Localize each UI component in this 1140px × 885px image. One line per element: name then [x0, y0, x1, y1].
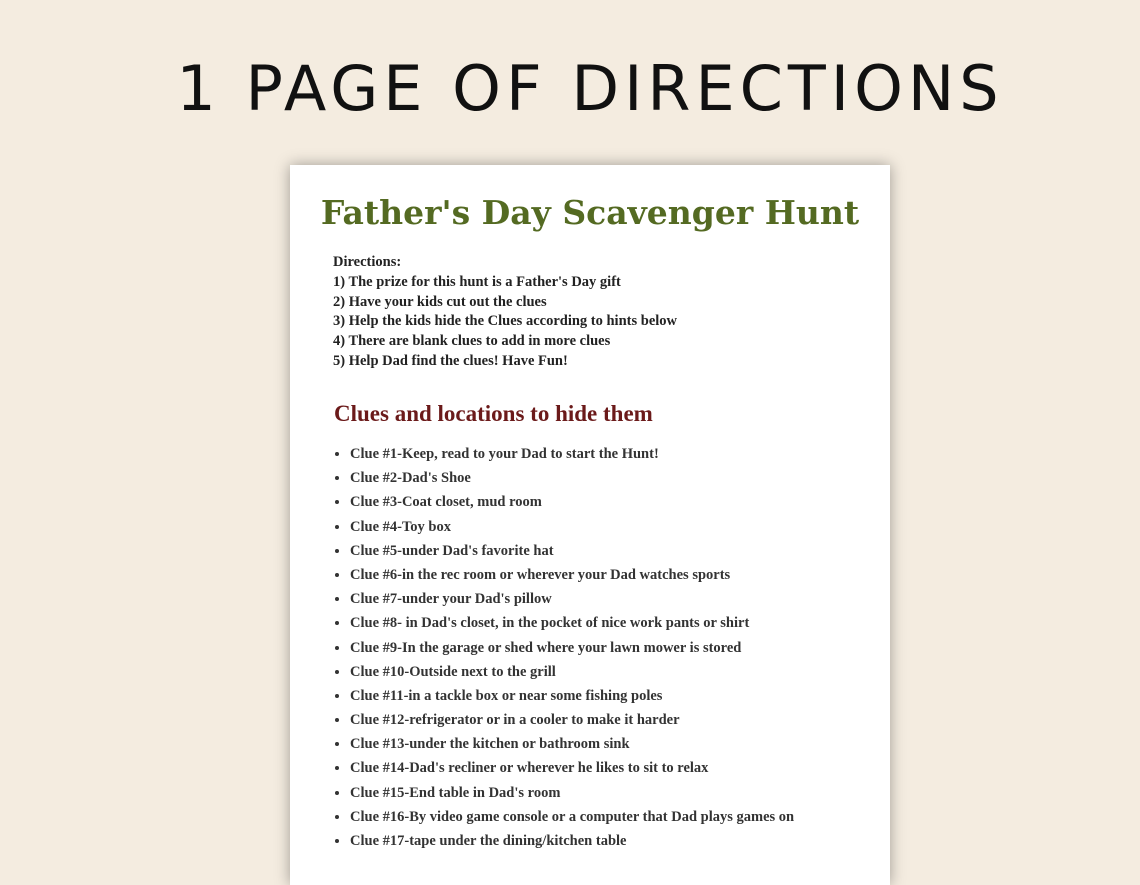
clue-item: • Clue #13-under the kitchen or bathroom sink [350, 732, 794, 756]
document-page [290, 165, 890, 885]
document-title: Father's Day Scavenger Hunt [320, 193, 860, 232]
clue-item: • Clue #1-Keep, read to your Dad to start the Hunt! [350, 442, 794, 466]
clue-item: • Clue #5-under Dad's favorite hat [350, 539, 794, 563]
clue-item: • Clue #3-Coat closet, mud room [350, 490, 794, 514]
clue-item: • Clue #7-under your Dad's pillow [350, 587, 794, 611]
clue-item: • Clue #8- in Dad's closet, in the pocket of nice work pants or shirt [350, 611, 794, 635]
clue-item: • Clue #14-Dad's recliner or wherever he likes to sit to relax [350, 756, 794, 780]
direction-step: 3) Help the kids hide the Clues according to hints below [333, 313, 677, 330]
banner-title: 1 PAGE OF DIRECTIONS [176, 52, 1004, 125]
direction-step: 4) There are blank clues to add in more clues [333, 333, 611, 350]
clue-item: • Clue #4-Toy box [350, 515, 794, 539]
clue-list [333, 442, 794, 853]
clue-item: • Clue #10-Outside next to the grill [350, 660, 794, 684]
clue-item: • Clue #2-Dad's Shoe [350, 466, 794, 490]
clue-item: • Clue #16-By video game console or a computer that Dad plays games on [350, 805, 794, 829]
clues-heading: Clues and locations to hide them [334, 401, 653, 426]
clue-item: • Clue #12-refrigerator or in a cooler to make it harder [350, 708, 794, 732]
directions-block [333, 253, 677, 372]
directions-label: Directions: [333, 254, 402, 270]
clue-item: • Clue #15-End table in Dad's room [350, 781, 794, 805]
direction-step: 1) The prize for this hunt is a Father's Day gift [333, 273, 621, 290]
clue-item: • Clue #11-in a tackle box or near some fishing poles [350, 684, 794, 708]
clue-item: • Clue #6-in the rec room or wherever your Dad watches sports [350, 563, 794, 587]
clue-item: • Clue #17-tape under the dining/kitchen table [350, 829, 794, 853]
clue-item: • Clue #9-In the garage or shed where your lawn mower is stored [350, 636, 794, 660]
direction-step: 5) Help Dad find the clues! Have Fun! [333, 352, 568, 369]
direction-step: 2) Have your kids cut out the clues [333, 293, 547, 310]
